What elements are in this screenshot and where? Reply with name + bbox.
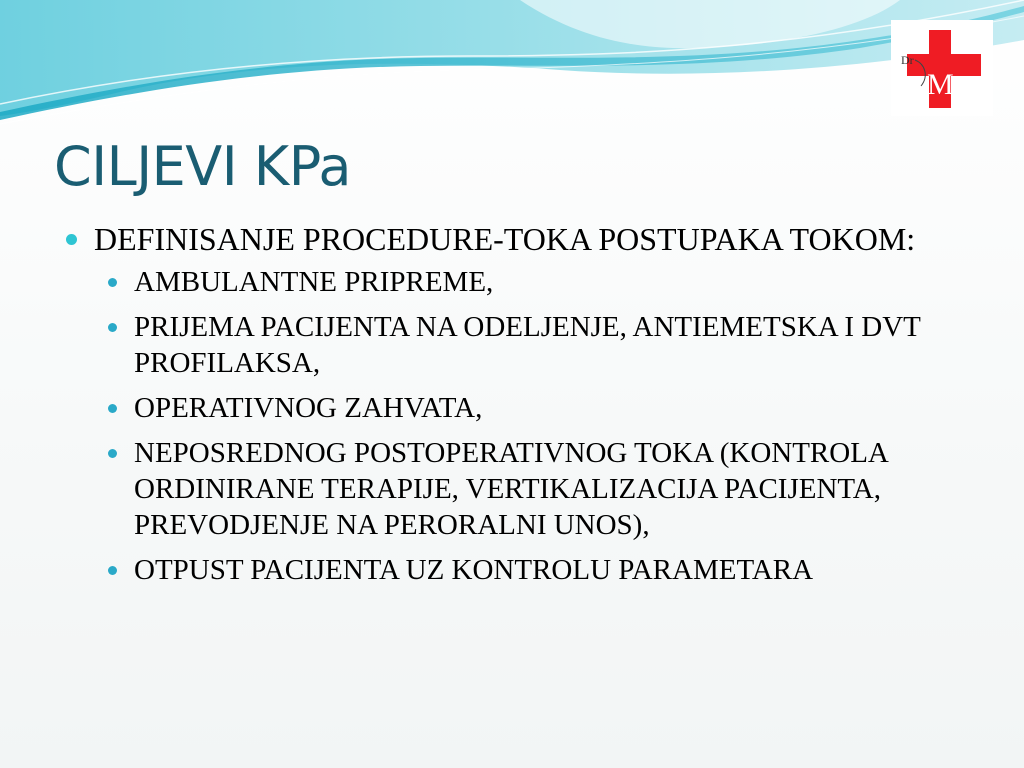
sub-bullet-text: AMBULANTNE PRIPREME, bbox=[134, 266, 494, 298]
red-cross-icon bbox=[891, 20, 993, 116]
header-wave-decoration bbox=[0, 0, 1024, 135]
sub-bullet-item bbox=[94, 264, 982, 300]
sub-bullet-dot-icon bbox=[108, 566, 117, 575]
svg-text:M: M bbox=[927, 68, 954, 101]
sub-bullet-text: OTPUST PACIJENTA UZ KONTROLU PARAMETARA bbox=[134, 554, 814, 586]
sub-bullet-dot-icon bbox=[108, 449, 117, 458]
bullet-item-main bbox=[62, 220, 982, 588]
slide-title: CILJEVI KPa bbox=[54, 135, 351, 198]
sub-bullet-list bbox=[94, 264, 982, 588]
svg-text:Dr: Dr bbox=[901, 53, 914, 67]
slide-content bbox=[62, 220, 982, 597]
sub-bullet-dot-icon bbox=[108, 278, 117, 287]
sub-bullet-text: OPERATIVNOG ZAHVATA, bbox=[134, 392, 483, 424]
bullet-dot-icon bbox=[66, 234, 77, 245]
sub-bullet-item bbox=[94, 435, 982, 543]
sub-bullet-item bbox=[94, 552, 982, 588]
sub-bullet-dot-icon bbox=[108, 404, 117, 413]
sub-bullet-dot-icon bbox=[108, 323, 117, 332]
sub-bullet-text: PRIJEMA PACIJENTA NA ODELJENJE, ANTIEMETSKA I DVT PROFILAKSA, bbox=[134, 311, 921, 379]
sub-bullet-item bbox=[94, 390, 982, 426]
logo bbox=[891, 20, 993, 116]
bullet-list bbox=[62, 220, 982, 588]
bullet-text: DEFINISANJE PROCEDURE-TOKA POSTUPAKA TOKOM: bbox=[94, 221, 916, 257]
sub-bullet-item bbox=[94, 309, 982, 381]
sub-bullet-text: NEPOSREDNOG POSTOPERATIVNOG TOKA (KONTROLA ORDINIRANE TERAPIJE, VERTIKALIZACIJA PACIJENTA, PREVODJENJE NA PERORALNI UNOS), bbox=[134, 437, 888, 541]
